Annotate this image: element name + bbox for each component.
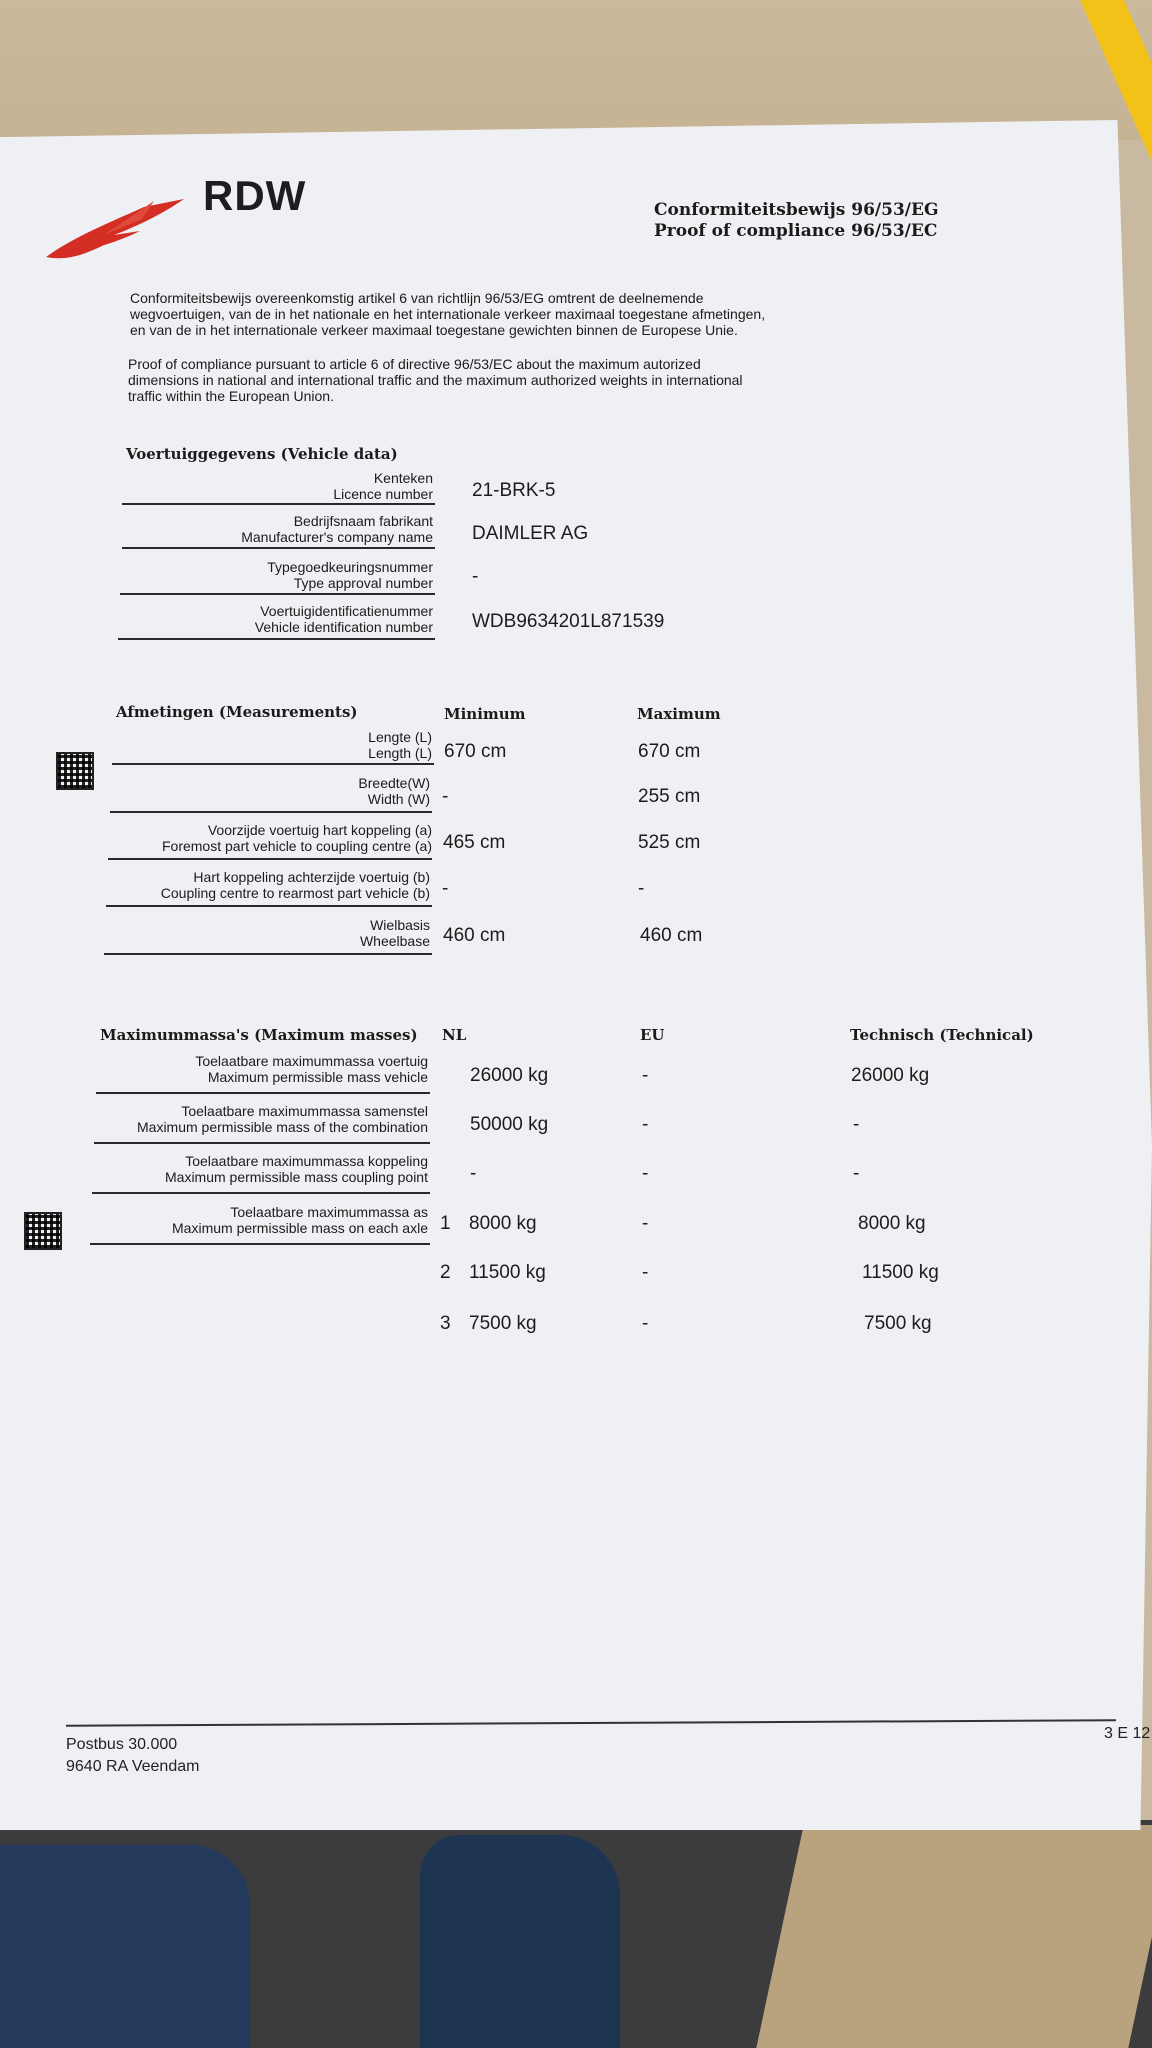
divider xyxy=(104,953,432,955)
label-nl: Wielbasis xyxy=(370,917,430,933)
intro-en-line: traffic within the European Union. xyxy=(128,388,334,404)
label-en: Maximum permissible mass coupling point xyxy=(165,1169,428,1185)
label-nl: Voertuigidentificatienummer xyxy=(260,603,433,619)
label-en: Licence number xyxy=(333,486,433,502)
divider xyxy=(106,905,432,907)
mass-coupling-nl: - xyxy=(470,1163,477,1184)
divider xyxy=(110,811,432,813)
axle-1-tech: 8000 kg xyxy=(858,1213,926,1234)
divider xyxy=(122,503,435,505)
axle-1-eu: - xyxy=(642,1213,649,1234)
intro-en-line: dimensions in national and international traffic and the maximum authorized weights in international xyxy=(128,372,743,388)
front-coupling-min: 465 cm xyxy=(443,832,506,853)
jeans-leg-right xyxy=(420,1835,620,2048)
column-eu: EU xyxy=(640,1026,665,1044)
label-nl: Breedte(W) xyxy=(358,775,430,791)
divider xyxy=(108,858,432,860)
title-en: Proof of compliance 96/53/EC xyxy=(654,221,938,241)
label-nl: Toelaatbare maximummassa samenstel xyxy=(181,1103,428,1119)
title-nl: Conformiteitsbewijs 96/53/EG xyxy=(654,200,939,220)
label-en: Manufacturer's company name xyxy=(241,529,433,545)
label-nl: Hart koppeling achterzijde voertuig (b) xyxy=(193,869,430,885)
brand-name: RDW xyxy=(203,172,307,219)
divider xyxy=(92,1192,430,1194)
axle-number: 3 xyxy=(440,1313,451,1334)
wheelbase-min: 460 cm xyxy=(443,925,506,946)
mass-combination-eu: - xyxy=(642,1114,649,1135)
vehicle-section-title: Voertuiggegevens (Vehicle data) xyxy=(126,445,398,463)
divider xyxy=(94,1142,430,1144)
footer-code: 3 E 12 xyxy=(1104,1725,1151,1742)
column-nl: NL xyxy=(442,1026,467,1044)
label-en: Maximum permissible mass on each axle xyxy=(172,1220,428,1236)
width-min: - xyxy=(442,786,449,807)
column-technical: Technisch (Technical) xyxy=(850,1026,1034,1044)
label-nl: Voorzijde voertuig hart koppeling (a) xyxy=(207,822,432,838)
label-en: Type approval number xyxy=(293,575,433,591)
label-en: Maximum permissible mass of the combination xyxy=(137,1119,428,1135)
label-nl: Typegoedkeuringsnummer xyxy=(267,559,433,575)
rear-coupling-min: - xyxy=(442,878,449,899)
licence-label xyxy=(120,470,433,502)
label-en: Foremost part vehicle to coupling centre (a) xyxy=(161,838,432,854)
column-maximum: Maximum xyxy=(637,705,721,723)
masses-section-title: Maximummassa's (Maximum masses) xyxy=(100,1026,418,1044)
mass-vehicle-tech: 26000 kg xyxy=(851,1065,930,1086)
label-nl: Bedrijfsnaam fabrikant xyxy=(293,513,433,529)
label-en: Coupling centre to rearmost part vehicle (b) xyxy=(160,885,430,901)
axle-3-tech: 7500 kg xyxy=(864,1313,932,1334)
mass-combination-tech: - xyxy=(853,1114,860,1135)
divider xyxy=(122,547,435,549)
mass-coupling-label xyxy=(94,1153,428,1185)
axle-2-eu: - xyxy=(642,1262,649,1283)
label-en: Length (L) xyxy=(368,745,432,761)
type-approval-label xyxy=(120,559,433,591)
document-title xyxy=(654,200,938,242)
axle-3-nl: 7500 kg xyxy=(469,1313,537,1334)
width-label xyxy=(108,775,430,807)
axle-3-eu: - xyxy=(642,1313,649,1334)
label-en: Vehicle identification number xyxy=(254,619,433,635)
mass-axle-label xyxy=(90,1204,428,1236)
mass-coupling-eu: - xyxy=(642,1163,649,1184)
divider xyxy=(118,638,435,640)
rdw-logo-icon xyxy=(44,195,184,265)
footer-address-line2: 9640 RA Veendam xyxy=(66,1758,200,1775)
vin-value: WDB9634201L871539 xyxy=(472,611,665,632)
jeans-leg-left xyxy=(0,1845,250,2048)
wheelbase-max: 460 cm xyxy=(640,925,703,946)
mass-combination-label xyxy=(86,1103,428,1135)
manufacturer-label xyxy=(120,513,433,545)
divider xyxy=(112,763,434,765)
front-coupling-max: 525 cm xyxy=(638,832,701,853)
rear-coupling-max: - xyxy=(638,878,645,899)
manufacturer-value: DAIMLER AG xyxy=(472,523,589,544)
wheelbase-label xyxy=(104,917,430,949)
axle-2-tech: 11500 kg xyxy=(862,1262,939,1283)
axle-2-nl: 11500 kg xyxy=(469,1262,546,1283)
length-min: 670 cm xyxy=(444,741,507,762)
footer-address-line1: Postbus 30.000 xyxy=(66,1736,178,1753)
mass-vehicle-nl: 26000 kg xyxy=(470,1065,549,1086)
divider xyxy=(120,593,435,595)
cardboard-box xyxy=(756,1825,1152,2048)
label-nl: Lengte (L) xyxy=(368,729,432,745)
label-en: Width (W) xyxy=(367,791,430,807)
vin-label xyxy=(118,603,433,635)
label-en: Wheelbase xyxy=(359,933,430,949)
measurements-section-title: Afmetingen (Measurements) xyxy=(116,703,358,721)
label-nl: Toelaatbare maximummassa as xyxy=(230,1204,428,1220)
barcode-icon xyxy=(56,752,94,790)
mass-vehicle-eu: - xyxy=(642,1065,649,1086)
type-approval-value: - xyxy=(472,566,479,587)
axle-number: 2 xyxy=(440,1262,451,1283)
licence-value: 21-BRK-5 xyxy=(472,480,556,501)
column-minimum: Minimum xyxy=(444,705,526,723)
intro-nl-line: en van de in het internationale verkeer maximaal toegestane gewichten binnen de Europese Unie. xyxy=(130,322,738,338)
divider xyxy=(90,1243,430,1245)
mass-coupling-tech: - xyxy=(853,1163,860,1184)
label-nl: Kenteken xyxy=(373,470,433,486)
rear-coupling-label xyxy=(90,869,430,901)
axle-number: 1 xyxy=(440,1213,451,1234)
mass-combination-nl: 50000 kg xyxy=(470,1114,549,1135)
background-desk xyxy=(0,0,1152,140)
barcode-icon xyxy=(24,1212,62,1250)
label-nl: Toelaatbare maximummassa voertuig xyxy=(195,1053,428,1069)
intro-en-line: Proof of compliance pursuant to article 6 of directive 96/53/EC about the maximum autorized xyxy=(128,356,701,372)
label-nl: Toelaatbare maximummassa koppeling xyxy=(185,1153,428,1169)
intro-nl-line: wegvoertuigen, van de in het nationale en het internationale verkeer maximaal toegestane afmetingen, xyxy=(130,306,766,322)
length-label xyxy=(110,729,432,761)
label-en: Maximum permissible mass vehicle xyxy=(207,1069,428,1085)
divider xyxy=(96,1092,430,1094)
width-max: 255 cm xyxy=(638,786,701,807)
intro-nl xyxy=(130,290,850,338)
front-coupling-label xyxy=(90,822,432,854)
mass-vehicle-label xyxy=(96,1053,428,1085)
intro-nl-line: Conformiteitsbewijs overeenkomstig artikel 6 van richtlijn 96/53/EG omtrent de deelnemende xyxy=(130,290,704,306)
length-max: 670 cm xyxy=(638,741,701,762)
axle-1-nl: 8000 kg xyxy=(469,1213,537,1234)
intro-en xyxy=(128,356,848,404)
